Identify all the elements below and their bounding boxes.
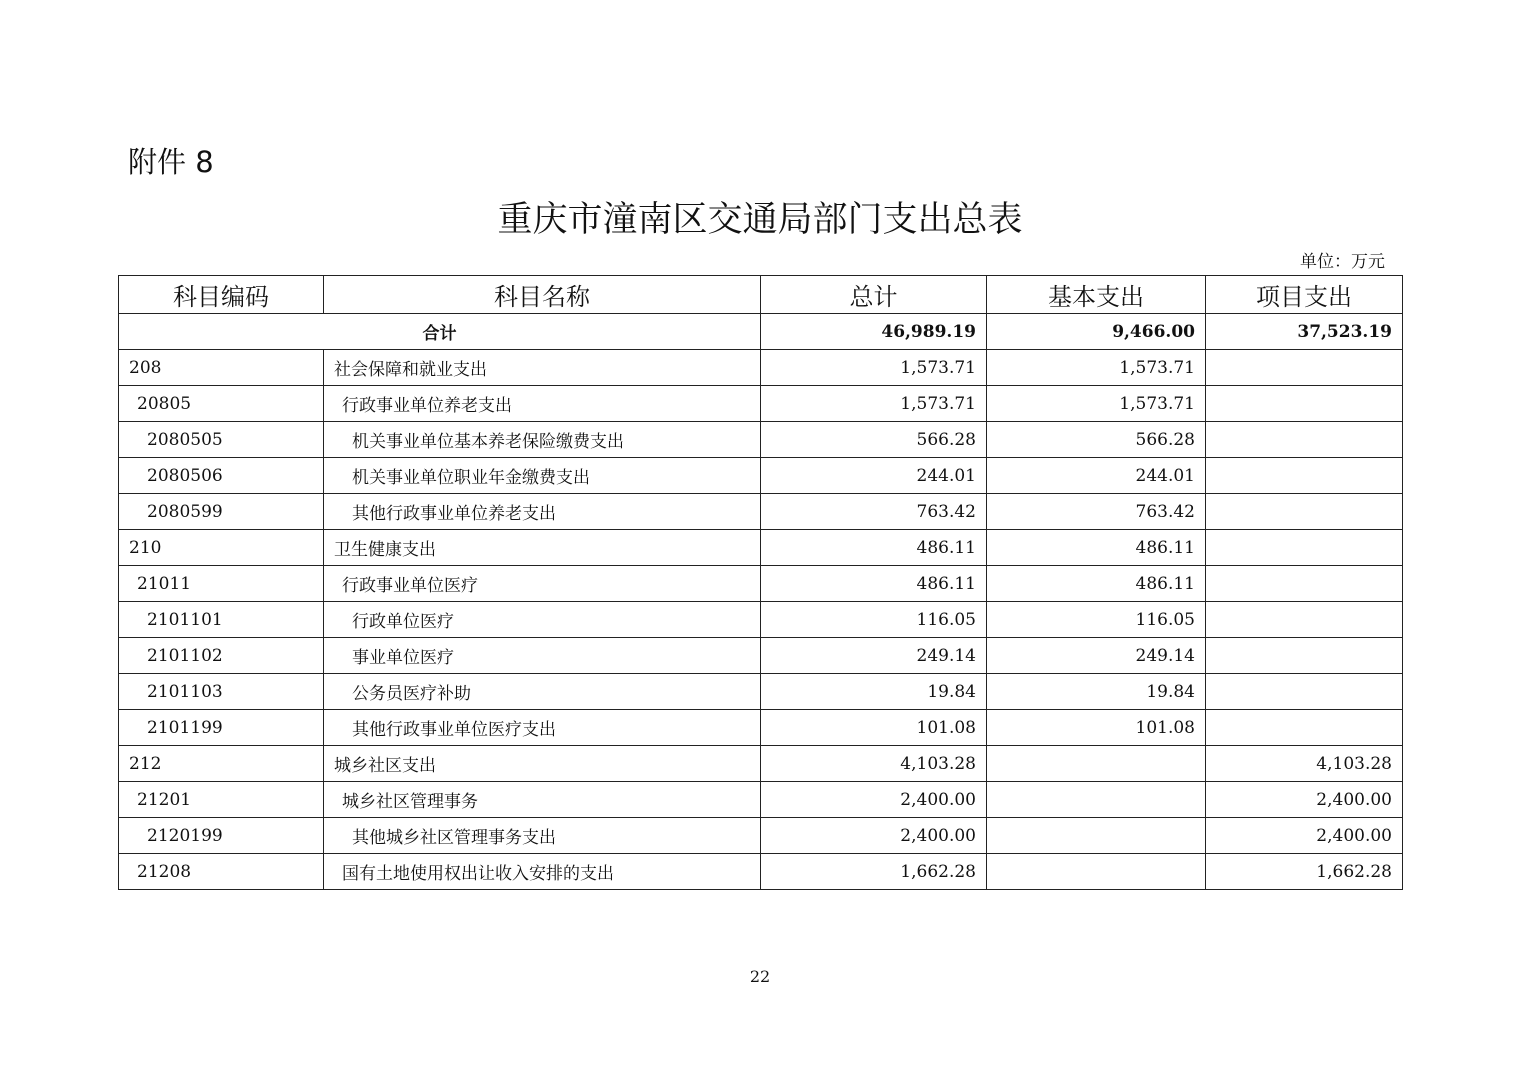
- cell-name: 公务员医疗补助: [324, 674, 761, 710]
- table-header-row: [119, 276, 1403, 314]
- cell-name: 机关事业单位基本养老保险缴费支出: [324, 422, 761, 458]
- cell-project: [1206, 638, 1403, 674]
- cell-total: 4,103.28: [761, 746, 987, 782]
- cell-code: 21201: [119, 782, 324, 818]
- cell-basic: 486.11: [987, 566, 1206, 602]
- table-row: [119, 530, 1403, 566]
- total-row: [119, 314, 1403, 350]
- page-number: 22: [749, 967, 771, 986]
- cell-name: 卫生健康支出: [324, 530, 761, 566]
- cell-total: 1,573.71: [761, 386, 987, 422]
- cell-total: 1,662.28: [761, 854, 987, 890]
- attachment-label: 附件 8: [128, 145, 214, 179]
- cell-name: 行政单位医疗: [324, 602, 761, 638]
- cell-basic: 249.14: [987, 638, 1206, 674]
- cell-code: 2101101: [119, 602, 324, 638]
- table-row: [119, 422, 1403, 458]
- cell-total: 244.01: [761, 458, 987, 494]
- cell-project: 2,400.00: [1206, 782, 1403, 818]
- cell-basic: 763.42: [987, 494, 1206, 530]
- cell-code: 2080505: [119, 422, 324, 458]
- cell-name: 城乡社区支出: [324, 746, 761, 782]
- cell-code: 20805: [119, 386, 324, 422]
- expenditure-table: [118, 275, 1403, 890]
- table-row: [119, 674, 1403, 710]
- cell-basic: 244.01: [987, 458, 1206, 494]
- cell-code: 21208: [119, 854, 324, 890]
- cell-basic: 566.28: [987, 422, 1206, 458]
- cell-total: 486.11: [761, 530, 987, 566]
- cell-name: 机关事业单位职业年金缴费支出: [324, 458, 761, 494]
- cell-name: 行政事业单位医疗: [324, 566, 761, 602]
- cell-total: 101.08: [761, 710, 987, 746]
- cell-basic: 101.08: [987, 710, 1206, 746]
- cell-name: 行政事业单位养老支出: [324, 386, 761, 422]
- cell-project: [1206, 350, 1403, 386]
- cell-total: 2,400.00: [761, 818, 987, 854]
- cell-code: 212: [119, 746, 324, 782]
- cell-project: [1206, 602, 1403, 638]
- column-header-total: 总计: [761, 276, 987, 314]
- cell-total: 1,573.71: [761, 350, 987, 386]
- cell-project: 4,103.28: [1206, 746, 1403, 782]
- cell-name: 其他城乡社区管理事务支出: [324, 818, 761, 854]
- column-header-code: 科目编码: [119, 276, 324, 314]
- cell-code: 2120199: [119, 818, 324, 854]
- total-basic: 9,466.00: [987, 314, 1206, 350]
- cell-name: 城乡社区管理事务: [324, 782, 761, 818]
- table-row: [119, 638, 1403, 674]
- cell-code: 21011: [119, 566, 324, 602]
- table-row: [119, 602, 1403, 638]
- cell-code: 2101102: [119, 638, 324, 674]
- cell-total: 249.14: [761, 638, 987, 674]
- cell-name: 国有土地使用权出让收入安排的支出: [324, 854, 761, 890]
- table-row: [119, 710, 1403, 746]
- cell-code: 208: [119, 350, 324, 386]
- cell-name: 其他行政事业单位养老支出: [324, 494, 761, 530]
- cell-basic: 116.05: [987, 602, 1206, 638]
- table-row: [119, 746, 1403, 782]
- cell-basic: [987, 854, 1206, 890]
- cell-total: 2,400.00: [761, 782, 987, 818]
- table-row: [119, 854, 1403, 890]
- cell-total: 19.84: [761, 674, 987, 710]
- cell-basic: [987, 818, 1206, 854]
- total-label: 合计: [119, 314, 761, 350]
- cell-code: 2080506: [119, 458, 324, 494]
- unit-label: 单位：万元: [1300, 252, 1385, 272]
- cell-code: 2101199: [119, 710, 324, 746]
- cell-project: [1206, 710, 1403, 746]
- column-header-project: 项目支出: [1206, 276, 1403, 314]
- total-project: 37,523.19: [1206, 314, 1403, 350]
- cell-total: 486.11: [761, 566, 987, 602]
- table-row: [119, 386, 1403, 422]
- total-sum: 46,989.19: [761, 314, 987, 350]
- document-title: 重庆市潼南区交通局部门支出总表: [497, 200, 1023, 240]
- cell-project: [1206, 674, 1403, 710]
- cell-name: 其他行政事业单位医疗支出: [324, 710, 761, 746]
- table-row: [119, 818, 1403, 854]
- table-row: [119, 566, 1403, 602]
- cell-total: 763.42: [761, 494, 987, 530]
- cell-name: 社会保障和就业支出: [324, 350, 761, 386]
- table-row: [119, 782, 1403, 818]
- table-row: [119, 350, 1403, 386]
- cell-basic: [987, 746, 1206, 782]
- column-header-basic: 基本支出: [987, 276, 1206, 314]
- cell-code: 2080599: [119, 494, 324, 530]
- cell-total: 566.28: [761, 422, 987, 458]
- cell-project: [1206, 458, 1403, 494]
- cell-project: [1206, 566, 1403, 602]
- cell-project: [1206, 494, 1403, 530]
- cell-basic: [987, 782, 1206, 818]
- cell-code: 210: [119, 530, 324, 566]
- cell-basic: 1,573.71: [987, 350, 1206, 386]
- cell-project: 1,662.28: [1206, 854, 1403, 890]
- cell-project: [1206, 422, 1403, 458]
- column-header-name: 科目名称: [324, 276, 761, 314]
- cell-total: 116.05: [761, 602, 987, 638]
- table-row: [119, 458, 1403, 494]
- cell-name: 事业单位医疗: [324, 638, 761, 674]
- cell-project: 2,400.00: [1206, 818, 1403, 854]
- cell-project: [1206, 386, 1403, 422]
- cell-code: 2101103: [119, 674, 324, 710]
- cell-basic: 1,573.71: [987, 386, 1206, 422]
- cell-basic: 486.11: [987, 530, 1206, 566]
- cell-project: [1206, 530, 1403, 566]
- table-row: [119, 494, 1403, 530]
- cell-basic: 19.84: [987, 674, 1206, 710]
